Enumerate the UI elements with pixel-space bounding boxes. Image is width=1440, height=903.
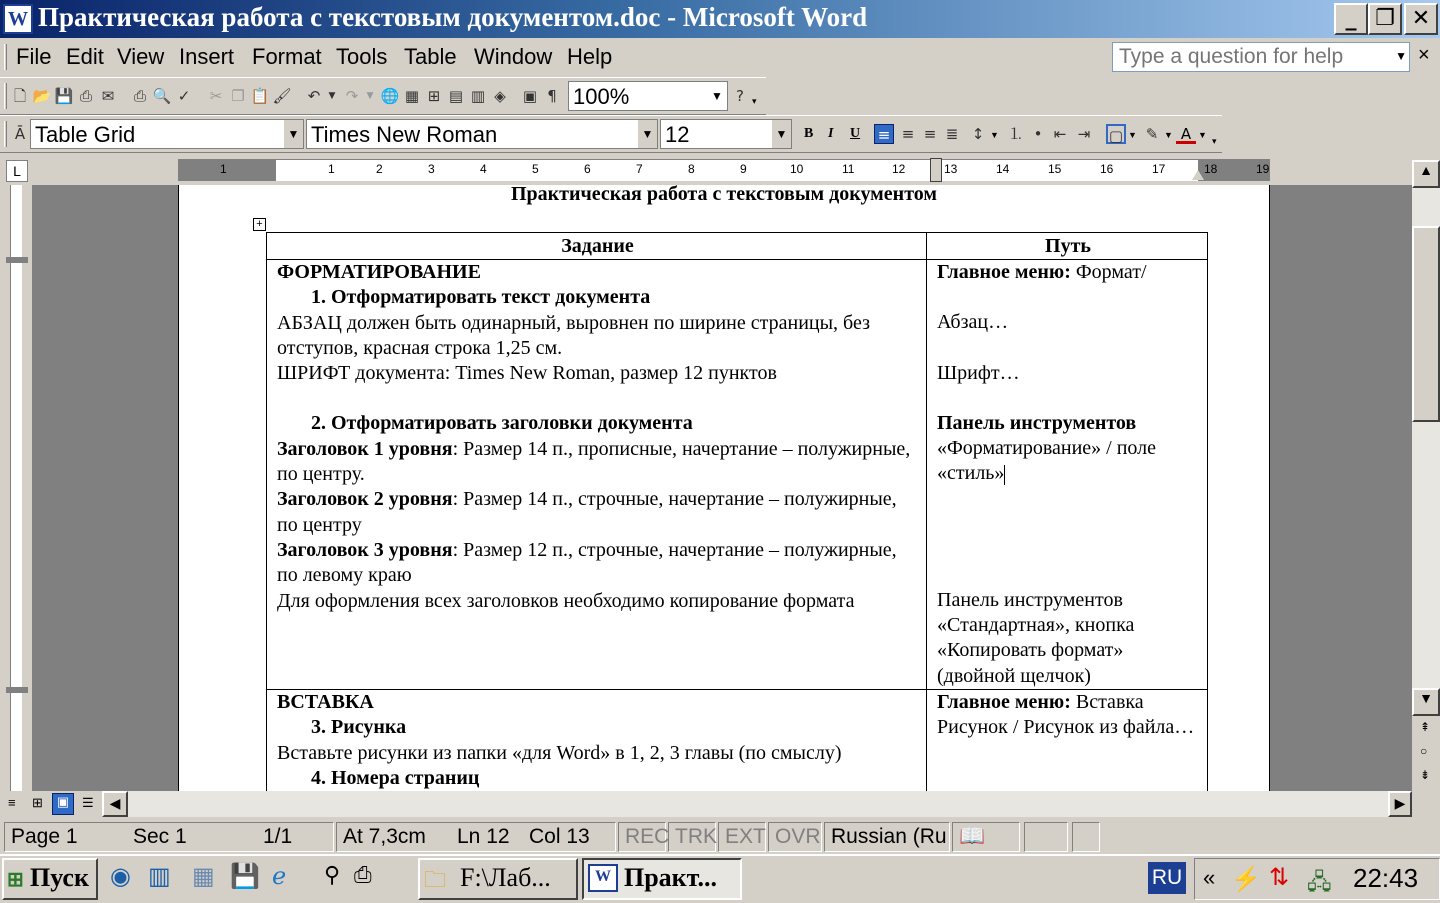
ruler-number: 1 (220, 162, 227, 176)
borders-icon[interactable]: ▢ (1106, 124, 1126, 144)
normal-view-icon[interactable]: ≡ (8, 795, 16, 810)
blank-line (937, 285, 1199, 310)
start-label: Пуск (30, 863, 89, 892)
paragraph (937, 436, 1199, 487)
line-spacing-dropdown-icon[interactable]: ▼ (990, 130, 999, 140)
vertical-ruler-track (10, 185, 22, 791)
toolbar-options-icon[interactable]: ▾ (752, 96, 757, 106)
help-search-input[interactable] (1113, 43, 1383, 71)
start-button[interactable] (2, 858, 98, 900)
status-position[interactable] (4, 822, 334, 852)
outline-view-icon[interactable]: ☰ (82, 795, 94, 810)
path-text: «Форматирование» / поле «стиль» (937, 437, 1157, 485)
style-select[interactable] (30, 119, 304, 149)
help-dropdown-arrow-icon[interactable]: ▼ (1395, 49, 1407, 63)
table-move-handle-icon[interactable]: + (253, 218, 266, 231)
ruler-number: 13 (944, 162, 958, 176)
status-empty-slot (1024, 822, 1068, 852)
spelling-status-icon: 📖 (959, 825, 986, 848)
table-row (267, 690, 1208, 800)
table-header-row (267, 233, 1208, 260)
borders-dropdown-icon[interactable]: ▼ (1128, 130, 1137, 140)
insert-excel-icon[interactable]: ▤ (448, 87, 464, 105)
vertical-scrollbar[interactable] (1412, 160, 1440, 791)
system-tray (1194, 858, 1440, 900)
word-icon: W (588, 864, 618, 892)
font-value: Times New Roman (311, 122, 498, 147)
paste-icon[interactable]: 📋 (250, 87, 270, 105)
font-select[interactable] (306, 119, 658, 149)
style-dropdown-icon[interactable]: ▼ (283, 120, 303, 148)
tab-selector-icon[interactable]: L (6, 160, 28, 182)
ruler-number: 12 (892, 162, 906, 176)
line-spacing-icon[interactable]: ↕ (971, 125, 985, 143)
scroll-right-button[interactable]: ▶ (1388, 791, 1412, 817)
paragraph: Абзац… (937, 311, 1009, 334)
blank-space (937, 487, 1199, 588)
ruler-number: 4 (480, 162, 487, 176)
window-title: Практическая работа с текстовым документом.doc - Microsoft Word (38, 2, 868, 32)
blank-line (937, 386, 1199, 411)
paragraph: Вставьте рисунки из папки «для Word» в 1, 2, 3 главы (по смыслу) (277, 741, 842, 764)
vertical-ruler-margin-marker[interactable] (6, 257, 28, 263)
status-col: Col 13 (529, 825, 590, 848)
path-text: Формат/ (1070, 261, 1147, 283)
windows-logo-icon: ⊞ (7, 869, 24, 891)
tool-quicklaunch-icon[interactable]: ⚲ (324, 862, 341, 887)
vertical-ruler[interactable] (0, 185, 32, 791)
ruler-number: 10 (790, 162, 804, 176)
status-ovr[interactable]: OVR (768, 822, 822, 852)
status-rec[interactable]: REC (618, 822, 666, 852)
zoom-dropdown-icon[interactable]: ▼ (707, 82, 727, 110)
columns-icon[interactable]: ▥ (470, 87, 486, 105)
status-cursor[interactable] (336, 822, 616, 852)
section-heading: ФОРМАТИРОВАНИЕ (277, 261, 481, 283)
browse-buttons (1412, 716, 1440, 791)
bold-button[interactable]: B (804, 126, 814, 141)
ie-quicklaunch-icon[interactable]: ◉ (110, 863, 131, 890)
copy-icon[interactable]: ❐ (231, 87, 245, 105)
taskbar-explorer-window[interactable] (418, 858, 578, 900)
heading-label: Заголовок 2 уровня (277, 488, 453, 511)
highlight-dropdown-icon[interactable]: ▼ (1164, 130, 1173, 140)
open-icon[interactable]: 📂 (32, 87, 52, 105)
paragraph: Шрифт… (937, 361, 1020, 384)
highlight-icon[interactable]: ✎ (1145, 125, 1159, 143)
next-page-icon[interactable]: ⇟ (1420, 768, 1431, 782)
horizontal-ruler[interactable] (178, 159, 1270, 181)
font-size-dropdown-icon[interactable]: ▼ (771, 120, 791, 148)
ruler-left-margin (178, 160, 276, 181)
clock[interactable]: 22:43 (1353, 863, 1419, 893)
email-icon[interactable]: ✉ (101, 87, 115, 105)
paragraph (937, 690, 1199, 741)
status-at: At 7,3cm (343, 825, 426, 848)
list-item: 4. Номера страниц (311, 766, 480, 789)
status-bar (0, 818, 1440, 854)
menu-table[interactable]: Table (404, 44, 457, 69)
menu-format[interactable]: Format (252, 44, 322, 69)
ruler-number: 7 (636, 162, 643, 176)
toolbar-grip[interactable] (4, 121, 7, 147)
table-row (267, 260, 1208, 690)
path-text: Вставка Рисунок / Рисунок из файла… (937, 691, 1195, 739)
align-center-icon[interactable]: ≡ (901, 125, 915, 143)
path-cell[interactable] (927, 690, 1208, 800)
status-line: Ln 12 (457, 825, 510, 848)
explorer-quicklaunch-icon[interactable]: ℯ (272, 863, 287, 890)
permission-icon[interactable]: ⎙ (79, 87, 92, 105)
status-section: Sec 1 (133, 825, 187, 848)
ruler-number: 14 (996, 162, 1010, 176)
redo-dropdown-icon[interactable]: ▼ (366, 91, 374, 101)
undo-icon[interactable]: ↶ (307, 87, 321, 105)
previous-page-icon[interactable]: ⇞ (1420, 720, 1431, 734)
taskbar-word-label: Практ... (624, 863, 717, 892)
path-label: Главное меню: (937, 261, 1071, 283)
menu-help[interactable]: Help (567, 44, 613, 69)
font-dropdown-icon[interactable]: ▼ (637, 120, 657, 148)
font-color-icon[interactable]: A (1176, 124, 1196, 144)
hyperlink-icon[interactable]: 🌐 (380, 87, 400, 105)
horizontal-scroll-track[interactable] (128, 791, 1388, 817)
menu-tools[interactable]: Tools (336, 44, 388, 69)
web-layout-icon[interactable]: ⊞ (32, 795, 43, 810)
help-search-box[interactable] (1112, 42, 1410, 72)
increase-indent-icon[interactable]: ⇥ (1077, 125, 1091, 143)
list-item: 3. Рисунка (311, 716, 407, 739)
align-left-icon[interactable]: ≡ (874, 124, 894, 144)
task-cell[interactable] (267, 690, 927, 800)
numbering-icon[interactable]: ⒈ (1008, 125, 1024, 143)
close-button[interactable]: ✕ (1404, 3, 1438, 35)
tray-app-icon[interactable]: ⚡ (1231, 866, 1261, 893)
network-quicklaunch-icon[interactable]: ▥ (148, 863, 171, 890)
scroll-down-button[interactable]: ▼ (1412, 688, 1440, 716)
font-size-value: 12 (665, 122, 690, 147)
paragraph: Панель инструментов (937, 411, 1137, 434)
menu-window[interactable]: Window (474, 44, 553, 69)
tray-expand-button[interactable]: « (1203, 865, 1216, 890)
language-indicator[interactable]: RU (1148, 862, 1186, 894)
ruler-number: 6 (584, 162, 591, 176)
menu-insert[interactable]: Insert (179, 44, 235, 69)
paragraph (277, 487, 918, 538)
format-painter-icon[interactable]: 🖌 (272, 87, 292, 105)
ruler-number: 18 (1204, 162, 1218, 176)
document-title[interactable]: Практическая работа с текстовым документом (510, 183, 938, 205)
ruler-number: 1 (328, 162, 335, 176)
status-empty-slot (1072, 822, 1100, 852)
show-hide-icon[interactable]: ¶ (547, 87, 557, 105)
tasks-table[interactable] (266, 232, 1208, 800)
status-page: Page 1 (11, 825, 78, 848)
italic-button[interactable]: I (828, 126, 834, 141)
spelling-status[interactable] (952, 822, 1020, 852)
font-color-dropdown-icon[interactable]: ▼ (1198, 130, 1207, 140)
folder-icon: 🗀 (424, 867, 447, 892)
ruler-number: 5 (532, 162, 539, 176)
tray-network-arrows-icon[interactable]: ⇅ (1269, 864, 1290, 891)
menu-edit[interactable]: Edit (66, 44, 104, 69)
status-ext[interactable]: EXT (718, 822, 766, 852)
section-heading: ВСТАВКА (277, 691, 374, 713)
blank-line (937, 336, 1199, 361)
task-cell[interactable] (267, 260, 927, 690)
path-cell[interactable] (927, 260, 1208, 690)
save-quicklaunch-icon[interactable]: 💾 (230, 863, 260, 890)
heading-label: Заголовок 1 уровня (277, 437, 453, 460)
zoom-select[interactable] (568, 81, 728, 111)
cut-icon[interactable]: ✂ (209, 87, 223, 105)
help-icon[interactable]: ? (736, 87, 744, 105)
spelling-icon[interactable]: ✓ (177, 87, 191, 105)
indent-marker[interactable] (930, 158, 942, 182)
standard-toolbar (0, 77, 766, 115)
paragraph (937, 260, 1199, 285)
ruler-number: 19 (1256, 162, 1270, 176)
tray-connection-icon[interactable]: 🖧 (1307, 869, 1332, 894)
paragraph: АБЗАЦ должен быть одинарный, выровнен по ширине страницы, без отступов, красная строка 1,25 см. (277, 311, 870, 359)
ruler-number: 15 (1048, 162, 1062, 176)
ruler-number: 2 (376, 162, 383, 176)
menu-file[interactable]: File (16, 44, 52, 69)
ruler-number: 3 (428, 162, 435, 176)
status-page-count: 1/1 (263, 825, 293, 848)
scroll-up-button[interactable]: ▲ (1412, 160, 1440, 188)
styles-formatting-icon[interactable]: Ā (14, 125, 26, 143)
menu-view[interactable]: View (117, 44, 165, 69)
justify-icon[interactable]: ≣ (945, 125, 959, 143)
taskbar-explorer-label: F:\Лаб... (460, 863, 551, 892)
scroll-thumb[interactable] (1412, 226, 1440, 422)
title-bar[interactable] (0, 0, 1440, 38)
status-trk[interactable]: TRK (668, 822, 716, 852)
ruler-number: 8 (688, 162, 695, 176)
close-document-button[interactable]: × (1418, 44, 1430, 66)
status-language[interactable]: Russian (Ru (824, 822, 950, 852)
vertical-ruler-margin-marker[interactable] (6, 687, 28, 693)
header-task[interactable]: Задание (267, 233, 927, 260)
document-map-icon[interactable]: ▣ (522, 87, 538, 105)
print-layout-icon[interactable]: ▣ (52, 793, 74, 815)
tables-borders-icon[interactable]: ▦ (404, 87, 420, 105)
right-indent-marker[interactable] (1192, 170, 1204, 180)
style-value: Table Grid (35, 122, 136, 147)
toolbar-options-icon[interactable]: ▾ (1212, 136, 1217, 146)
font-size-select[interactable] (660, 119, 792, 149)
insert-table-icon[interactable]: ⊞ (427, 87, 441, 105)
taskbar (0, 854, 1440, 900)
paragraph (277, 538, 918, 589)
horizontal-scrollbar-bar (0, 791, 1440, 817)
paragraph (277, 437, 918, 488)
list-item: 2. Отформатировать заголовки документа (311, 412, 693, 435)
heading-label: Заголовок 3 уровня (277, 538, 453, 561)
zoom-value: 100% (573, 84, 630, 109)
ruler-number: 16 (1100, 162, 1114, 176)
align-right-icon[interactable]: ≡ (923, 125, 937, 143)
printer-quicklaunch-icon[interactable]: ⎙ (354, 862, 372, 887)
undo-dropdown-icon[interactable]: ▼ (328, 91, 336, 101)
scroll-left-button[interactable]: ◀ (102, 791, 128, 817)
new-document-icon[interactable]: 🗋 (13, 87, 27, 105)
restore-button[interactable]: ❐ (1368, 3, 1402, 35)
taskbar-word-window[interactable] (582, 858, 742, 900)
word-app-icon[interactable]: W (3, 4, 33, 34)
list-item: 1. Отформатировать текст документа (311, 286, 651, 309)
ruler-number: 9 (740, 162, 747, 176)
blank-line (277, 386, 918, 411)
print-preview-icon[interactable]: 🔍 (152, 87, 172, 105)
minimize-button[interactable]: _ (1334, 3, 1368, 35)
redo-icon[interactable]: ↷ (345, 87, 359, 105)
menu-grip[interactable] (4, 44, 7, 70)
print-icon[interactable]: ⎙ (133, 87, 146, 105)
paragraph: Для оформления всех заголовков необходимо копирование формата (277, 589, 855, 612)
drawing-icon[interactable]: ◈ (494, 87, 506, 105)
ruler-number: 11 (842, 162, 855, 176)
ruler-number: 17 (1152, 162, 1166, 176)
heading-desc: : Размер 14 п., прописные, начертание – полужирные, по центру. (277, 437, 911, 486)
save-icon[interactable]: 💾 (54, 87, 74, 105)
path-label: Главное меню: (937, 691, 1071, 713)
heading-desc: : Размер 12 п., строчные, начертание – полужирные, по левому краю (277, 538, 897, 587)
paragraph: Панель инструментов «Стандартная», кнопка «Копировать формат» (двойной щелчок) (937, 588, 1135, 687)
header-path[interactable]: Путь (927, 233, 1208, 260)
toolbar-grip[interactable] (4, 83, 7, 109)
heading-desc: : Размер 14 п., строчные, начертание – полужирные, по центру (277, 488, 897, 536)
formatting-toolbar (0, 115, 1222, 153)
decrease-indent-icon[interactable]: ⇤ (1053, 125, 1067, 143)
text-cursor (1004, 465, 1005, 485)
paragraph: ШРИФТ документа: Times New Roman, размер 12 пунктов (277, 362, 777, 385)
bullets-icon[interactable]: • (1033, 125, 1043, 143)
calculator-quicklaunch-icon[interactable]: ▦ (192, 863, 215, 890)
underline-button[interactable]: U (850, 126, 861, 141)
select-browse-object-icon[interactable]: ○ (1420, 744, 1428, 758)
